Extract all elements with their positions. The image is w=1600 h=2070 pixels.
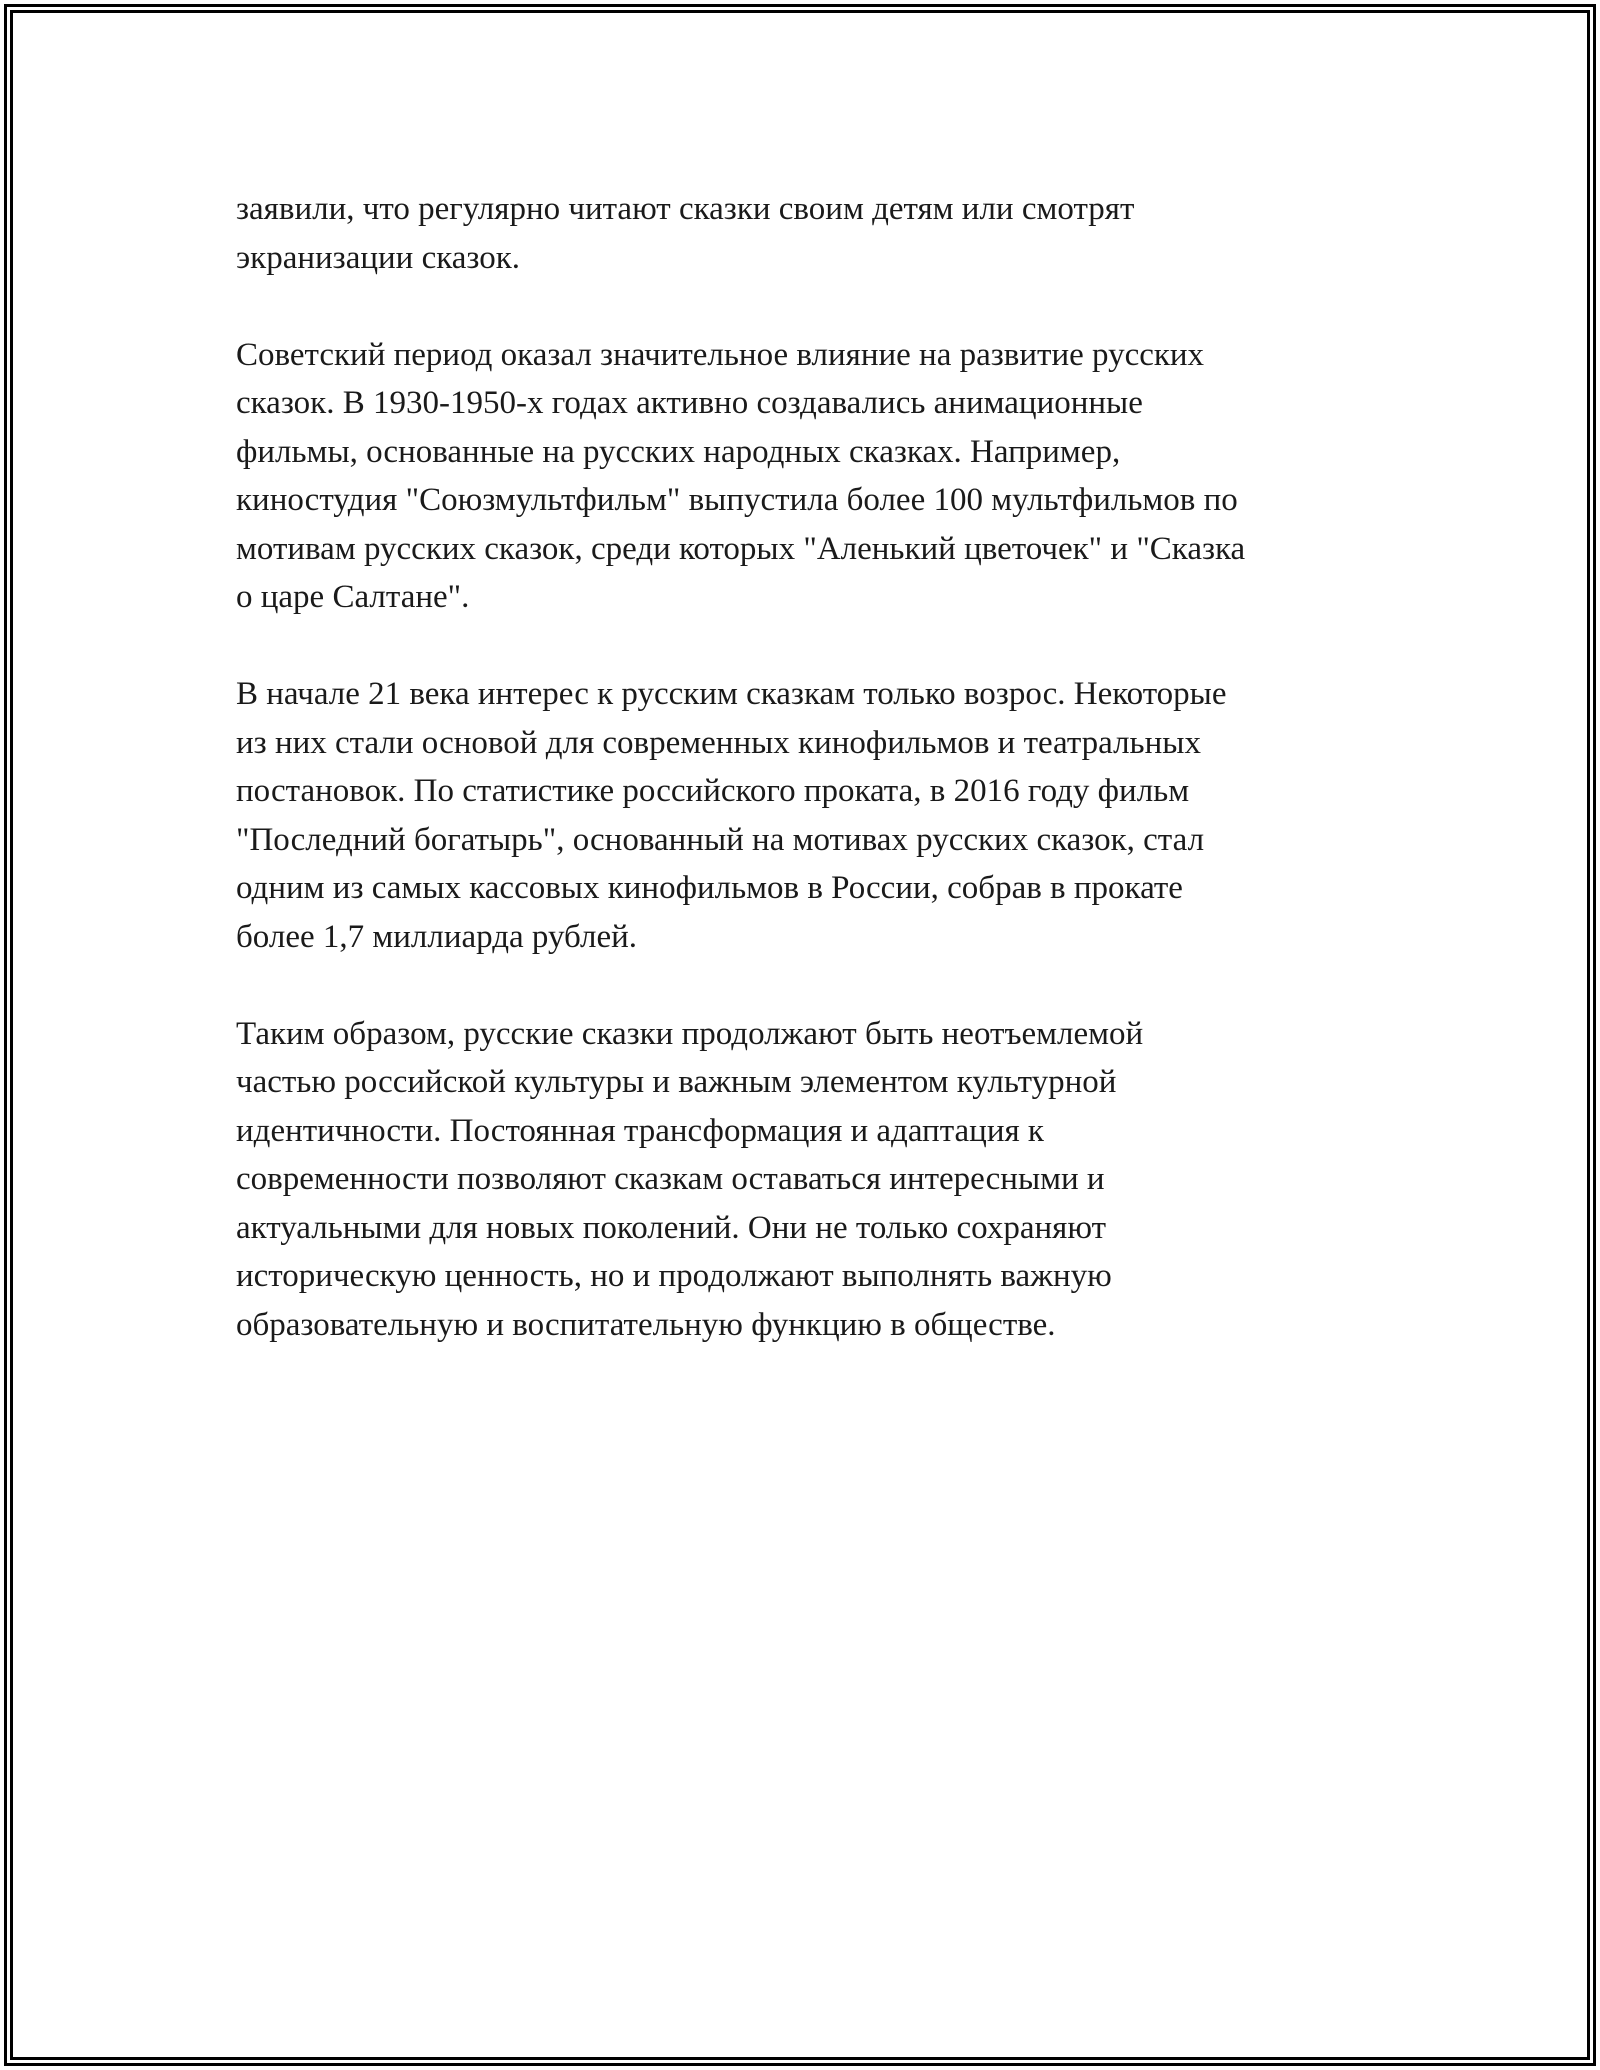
text-line: о царе Салтане". [236, 579, 470, 615]
text-line: Советский период оказал значительное влияние на развитие русских [236, 336, 1205, 373]
text-line: постановок. По статистике российского проката, в 2016 году фильм [236, 773, 1190, 809]
paragraph-2 [236, 331, 1386, 622]
text-line: одним из самых кассовых кинофильмов в России, собрав в прокате [236, 870, 1183, 906]
text-line: мотивам русских сказок, среди которых "Аленький цветочек" и "Сказка [236, 530, 1246, 567]
text-line: В начале 21 века интерес к русским сказкам только возрос. Некоторые [236, 676, 1227, 712]
text-line: историческую ценность, но и продолжают выполнять важную [236, 1258, 1112, 1294]
text-line: идентичности. Постоянная трансформация и адаптация к [236, 1112, 1044, 1149]
text-line: более 1,7 миллиарда рублей. [236, 918, 638, 955]
text-line: Таким образом, русские сказки продолжают быть неотъемлемой [236, 1015, 1144, 1052]
document-body [236, 185, 1386, 1398]
text-line: частью российской культуры и важным элементом культурной [236, 1064, 1117, 1100]
paragraph-3 [236, 670, 1386, 961]
text-line: заявили, что регулярно читают сказки своим детям или смотрят [236, 191, 1135, 227]
text-line: киностудия "Союзмультфильм" выпустила более 100 мультфильмов по [236, 482, 1238, 518]
text-line: актуальными для новых поколений. Они не только сохраняют [236, 1209, 1106, 1246]
text-line: из них стали основой для современных кинофильмов и театральных [236, 724, 1201, 761]
paragraph-4 [236, 1010, 1386, 1350]
text-line: фильмы, основанные на русских народных сказках. Например, [236, 433, 1121, 470]
paragraph-1 [236, 185, 1386, 282]
text-line: образовательную и воспитательную функцию в обществе. [236, 1306, 1056, 1343]
text-line: "Последний богатырь", основанный на мотивах русских сказок, стал [236, 821, 1205, 858]
text-line: сказок. В 1930-1950-х годах активно создавались анимационные [236, 385, 1143, 421]
text-line: экранизации сказок. [236, 239, 521, 276]
text-line: современности позволяют сказкам оставаться интересными и [236, 1161, 1105, 1197]
